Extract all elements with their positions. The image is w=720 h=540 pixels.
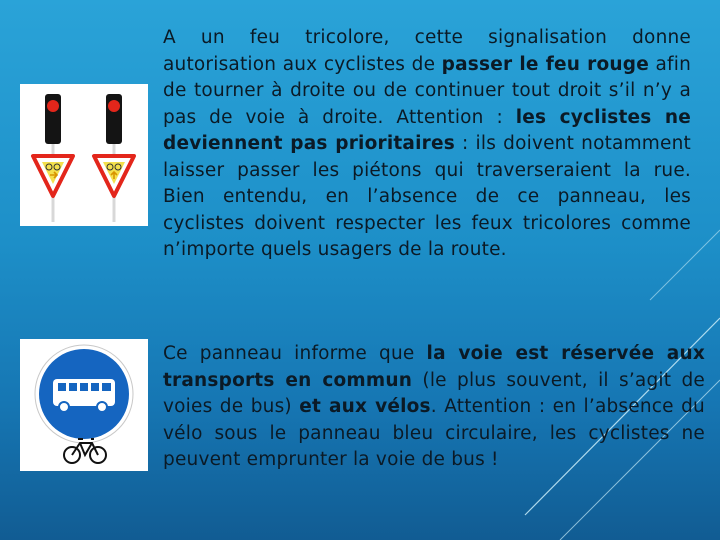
- bicycle-icon: [64, 439, 106, 463]
- paragraph-bus-lane: Ce panneau informe que la voie est réservée aux transports en commun (le plus souvent, il s’agit de voies de bus) et aux vélos. Attention : en l’absence du vélo sous le panneau bleu circulaire, les cyclistes ne peuvent emprunter la voie de bus !: [163, 343, 705, 470]
- traffic-light-signs-image: [20, 84, 148, 226]
- paragraph-traffic-lights: A un feu tricolore, cette signalisation donne autorisation aux cyclistes de passer le feu rouge afin de tourner à droite ou de continuer tout droit s’il n’y a pas de voie à droite. Attention : les cyclistes ne deviennent pas prioritaires : ils doivent notamment laisser passer les piétons qui traverseraient la rue. Bien entendu, en l’absence de ce panneau, les cyclistes doivent respecter les feux tricolores comme n’importe quels usagers de la route.: [163, 27, 691, 260]
- traffic-light-right-icon: [94, 94, 134, 222]
- bus-lane-circle-icon: [35, 345, 133, 443]
- bus-lane-sign-image: [20, 339, 148, 471]
- traffic-light-left-icon: [33, 94, 73, 222]
